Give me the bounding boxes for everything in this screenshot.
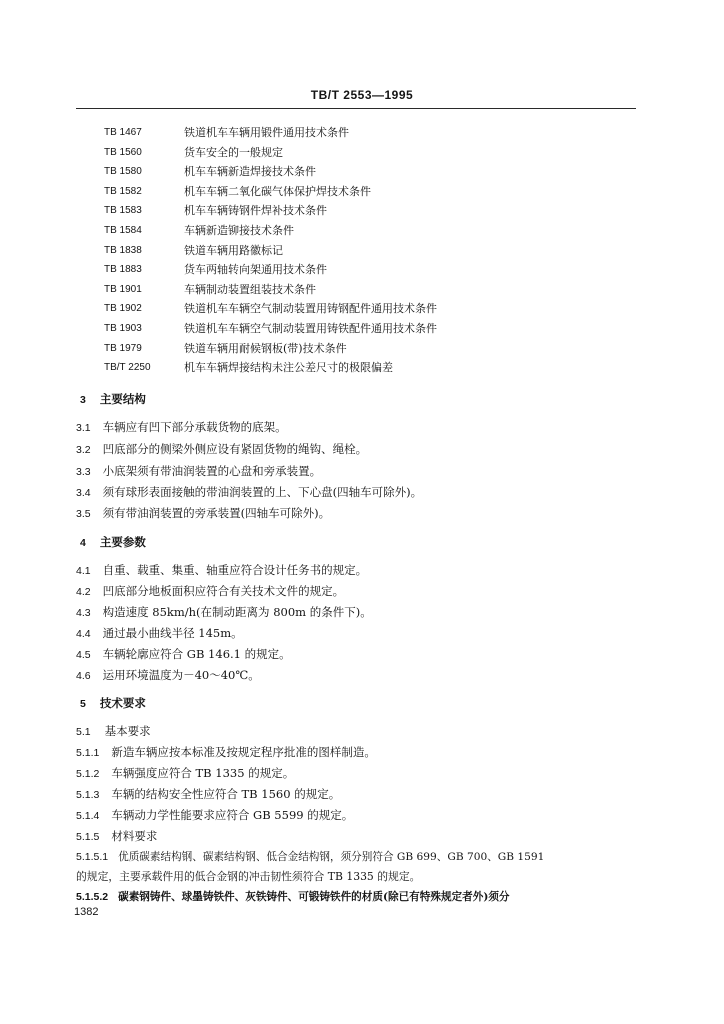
clause-4-5 [76,646,291,662]
clause-number: 5.1.5.2 [76,891,109,903]
clause-number: 5.1.5 [76,831,100,843]
section-number: 5 [80,698,86,710]
clause-text: 构造速度 85km/h(在制动距离为 800m 的条件下)。 [102,605,372,619]
standard-title: 货车安全的一般规定 [184,145,283,159]
standard-code: TB 1901 [104,283,142,295]
clause-5-1 [76,723,151,739]
section-3-heading [80,391,146,407]
clause-text: 须有球形表面接触的带油润装置的上、下心盘(四轴车可除外)。 [102,485,423,499]
section-title: 主要参数 [99,535,146,549]
standard-item [0,358,724,378]
clause-text: 优质碳素结构钢、碳素结构钢、低合金结构钢，须分别符合 GB 699、GB 700、GB 1591 [118,851,545,863]
clause-5-1-1 [76,744,376,760]
standard-code: TB 1838 [104,244,142,256]
clause-5-1-2 [76,765,294,781]
standard-item [0,123,724,143]
clause-text: 凹底部分地板面积应符合有关技术文件的规定。 [102,584,345,598]
clause-3-4 [76,484,422,500]
standard-item [0,241,724,261]
section-title: 主要结构 [99,392,146,406]
standard-title: 机车车辆二氧化碳气体保护焊技术条件 [184,184,371,198]
standard-title: 机车车辆新造焊接技术条件 [184,165,316,179]
clause-text: 车辆动力学性能要求应符合 GB 5599 的规定。 [111,808,354,822]
section-5-heading [80,695,146,711]
standard-item [0,319,724,339]
clause-number: 4.5 [76,649,91,661]
standard-item [0,260,724,280]
clause-number: 5.1.3 [76,789,100,801]
header-divider [76,108,636,109]
standard-title: 铁道车辆用路徽标记 [184,243,283,257]
standard-title: 铁道车辆用耐候钢板(带)技术条件 [184,341,347,355]
clause-5-1-3 [76,786,340,802]
section-number: 3 [80,394,86,406]
clause-4-2 [76,583,344,599]
standard-code: TB 1903 [104,322,142,334]
clause-text: 须有带油润装置的旁承装置(四轴车可除外)。 [102,506,331,520]
standard-title: 铁道机车车辆用锻件通用技术条件 [184,126,349,139]
clause-number: 4.1 [76,565,91,577]
clause-text: 车辆轮廓应符合 GB 146.1 的规定。 [102,647,291,661]
standard-code: TB 1883 [104,264,142,276]
standard-title: 铁道机车车辆空气制动装置用铸铁配件通用技术条件 [184,321,437,335]
clause-text: 通过最小曲线半径 145m。 [102,626,243,640]
page-number: 1382 [74,906,99,918]
clause-5-1-5-2 [76,889,510,904]
standard-title: 机车车辆焊接结构未注公差尺寸的极限偏差 [184,361,393,375]
clause-number: 4.4 [76,628,91,640]
section-number: 4 [80,537,86,549]
clause-text: 车辆的结构安全性应符合 TB 1560 的规定。 [111,787,341,801]
standard-code: TB 1584 [104,224,142,236]
clause-number: 3.2 [76,444,91,456]
clause-4-4 [76,625,243,641]
clause-number: 5.1.5.1 [76,851,109,863]
clause-number: 4.2 [76,586,91,598]
clause-3-3 [76,463,321,479]
clause-number: 3.1 [76,422,91,434]
standard-item [0,339,724,359]
clause-number: 3.5 [76,508,91,520]
standard-item [0,201,724,221]
clause-text: 自重、载重、集重、轴重应符合设计任务书的规定。 [102,563,368,577]
standard-item [0,221,724,241]
clause-4-3 [76,604,372,620]
clause-text: 材料要求 [111,829,158,843]
standard-item [0,280,724,300]
clause-number: 5.1 [76,726,91,738]
clause-5-1-5-1-continued: 的规定，主要承载件用的低合金钢的冲击韧性须符合 TB 1335 的规定。 [76,870,421,883]
standard-title: 铁道机车车辆空气制动装置用铸钢配件通用技术条件 [184,302,437,316]
standard-title: 车辆新造铆接技术条件 [184,223,294,237]
standard-code: TB/T 2250 [104,362,151,374]
standard-code: TB 1560 [104,146,142,158]
clause-number: 4.6 [76,670,91,682]
standard-item [0,299,724,319]
clause-number: 4.3 [76,607,91,619]
clause-number: 3.3 [76,466,91,478]
standard-item [0,143,724,163]
clause-4-1 [76,562,367,578]
section-4-heading [80,534,146,550]
clause-5-1-5-1 [76,849,544,864]
clause-3-1 [76,419,287,435]
normative-references-list [0,123,724,378]
clause-number: 5.1.1 [76,747,100,759]
clause-5-1-5 [76,828,157,844]
clause-text: 基本要求 [104,724,151,738]
clause-number: 3.4 [76,487,91,499]
clause-text: 碳素钢铸件、球墨铸铁件、灰铁铸件、可锻铸铁件的材质(除已有特殊规定者外)须分 [118,891,510,903]
standard-title: 车辆制动装置组装技术条件 [184,282,316,296]
standard-code: TB 1580 [104,166,142,178]
clause-number: 5.1.2 [76,768,100,780]
standard-code: TB 1467 [104,127,142,138]
clause-number: 5.1.4 [76,810,100,822]
standard-code: TB 1902 [104,303,142,315]
clause-5-1-4 [76,807,353,823]
clause-text: 车辆应有凹下部分承载货物的底架。 [102,420,287,434]
clause-text: 凹底部分的侧梁外侧应设有紧固货物的绳钩、绳栓。 [102,442,368,456]
standard-code: TB 1979 [104,342,142,354]
standard-item [0,182,724,202]
standard-code: TB 1583 [104,205,142,217]
standard-title: 机车车辆铸钢件焊补技术条件 [184,204,327,218]
clause-3-2 [76,441,367,457]
clause-text: 新造车辆应按本标准及按规定程序批准的图样制造。 [111,745,376,759]
page-header: TB/T 2553—1995 [310,88,414,102]
section-title: 技术要求 [99,696,146,710]
standard-item [0,162,724,182]
standard-code: TB 1582 [104,185,142,197]
clause-4-6 [76,667,260,683]
clause-text: 运用环境温度为－40～40℃。 [102,668,260,682]
clause-3-5 [76,505,330,521]
standard-title: 货车两轴转向架通用技术条件 [184,263,327,277]
clause-text: 小底架须有带油润装置的心盘和旁承装置。 [102,464,322,478]
clause-text: 车辆强度应符合 TB 1335 的规定。 [111,766,295,780]
